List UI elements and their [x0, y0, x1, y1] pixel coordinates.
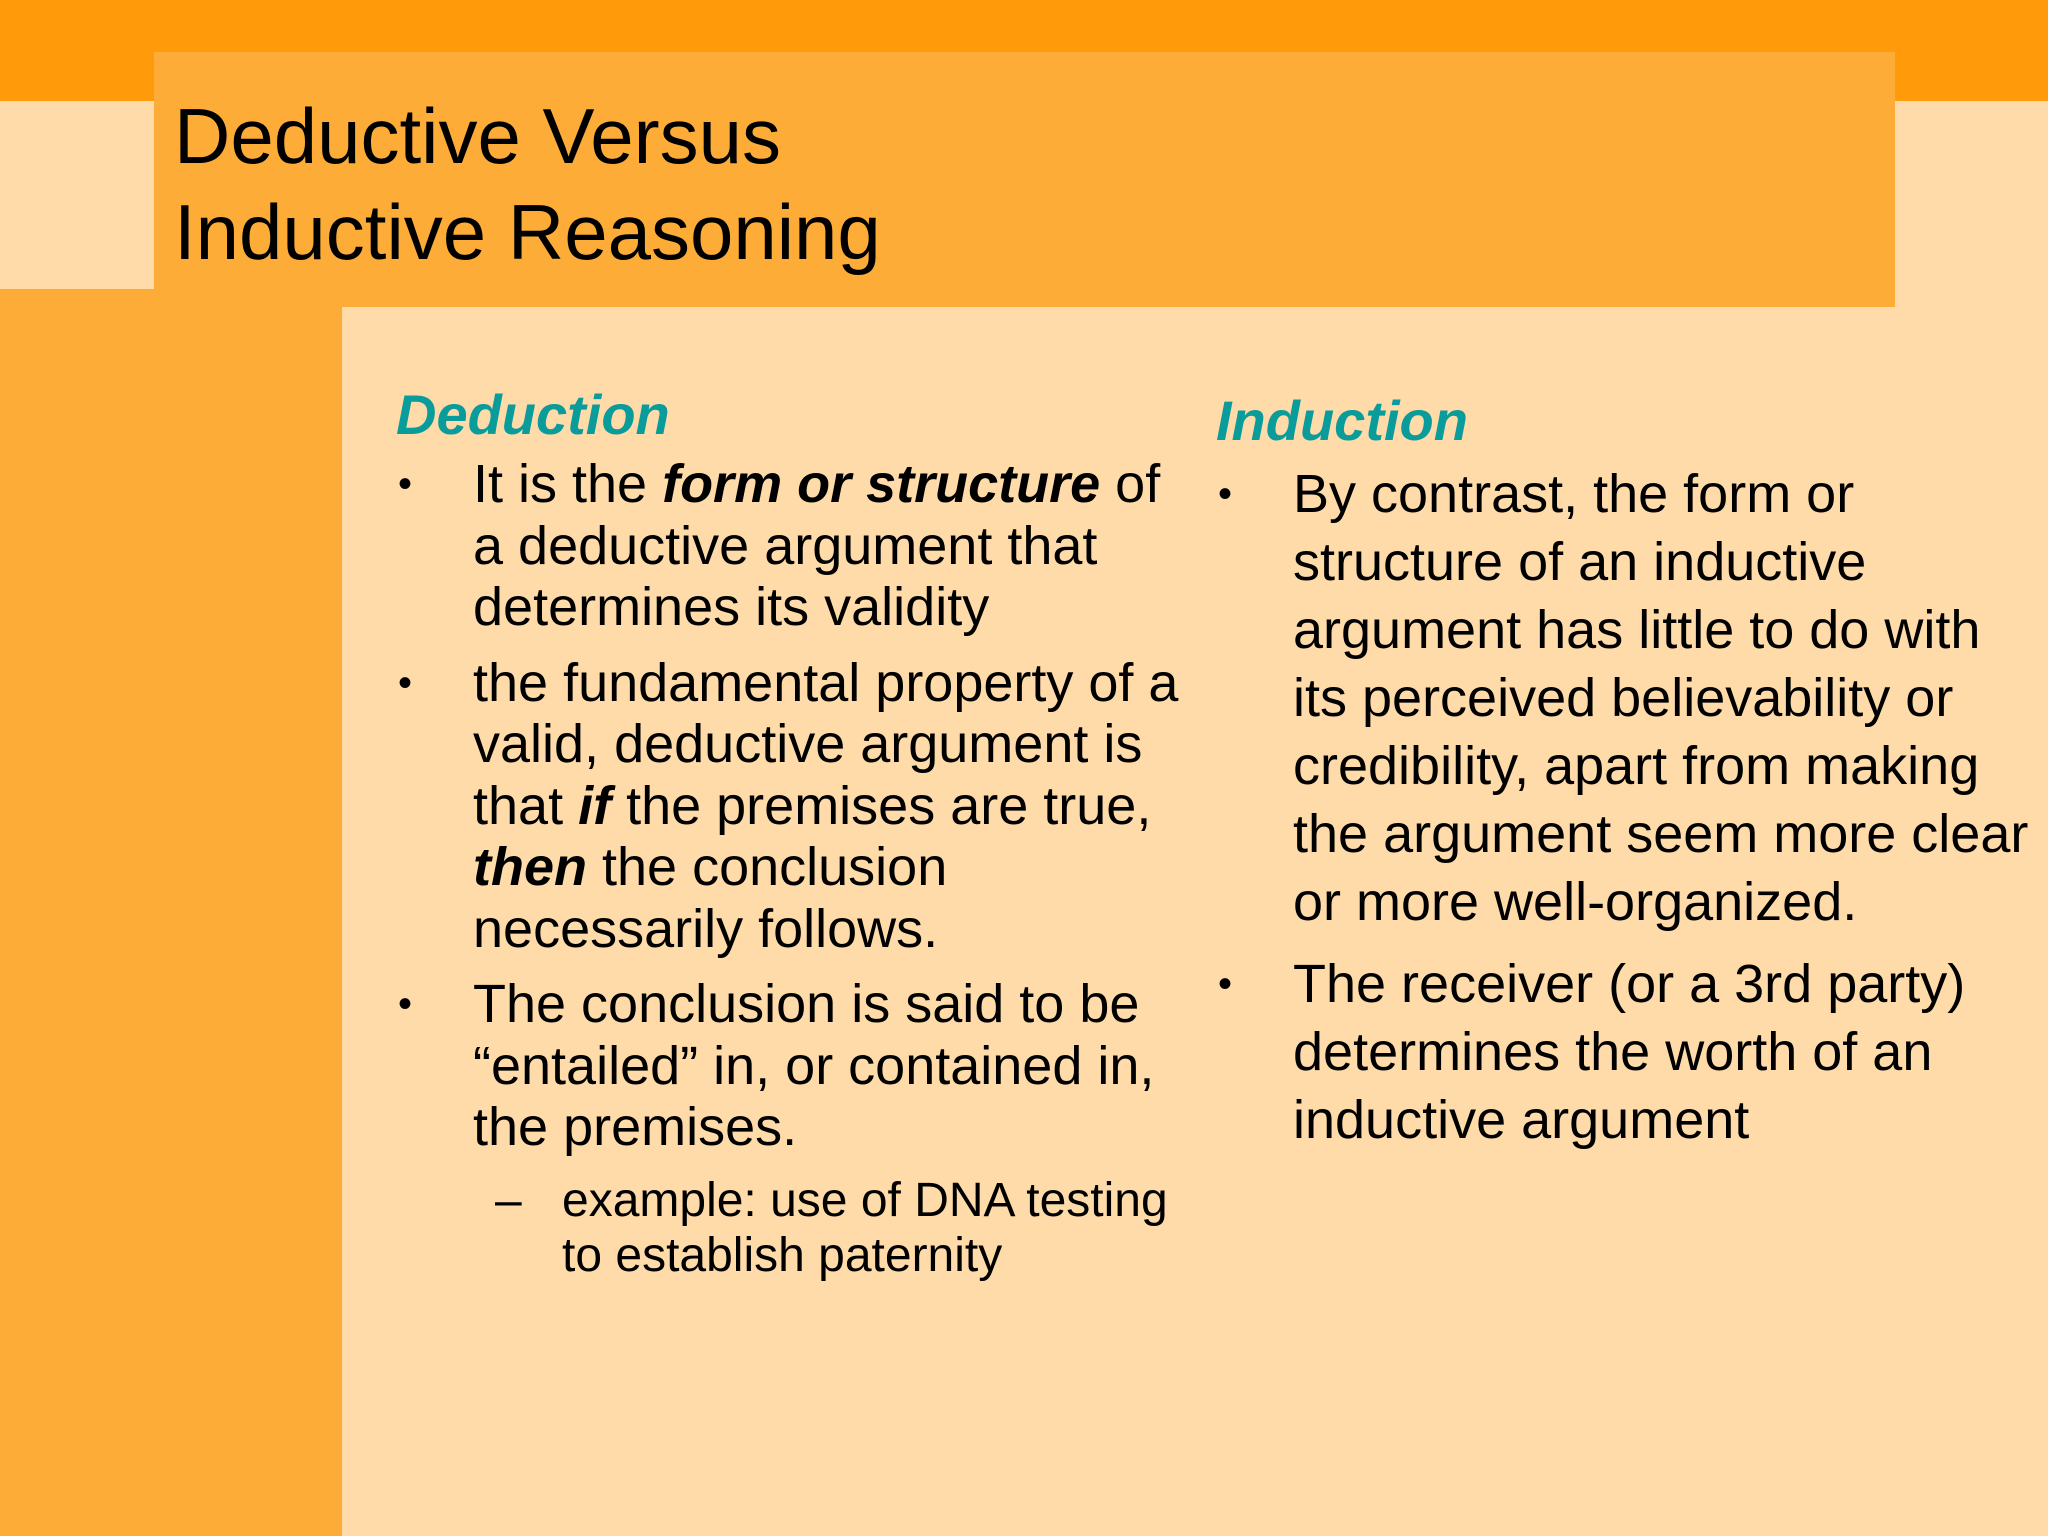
deduction-bullet-1-emphasis: form or structure — [662, 454, 1101, 514]
deduction-sub-bullet-1-text: example: use of DNA testing to establish paternity — [562, 1173, 1168, 1282]
deduction-bullet-2-emphasis-then: then — [473, 837, 587, 897]
deduction-bullet-2 — [396, 653, 1196, 961]
corner-light-block — [0, 101, 154, 289]
deduction-sub-list — [473, 1173, 1196, 1283]
left-accent-band — [0, 289, 342, 1536]
deduction-bullet-2-text-a: the fundamental property of a valid, deductive argument is that — [473, 652, 1179, 836]
dash-icon: – — [495, 1173, 522, 1227]
deduction-bullet-2-text-b: the premises are true, — [611, 775, 1152, 836]
deduction-column — [396, 380, 1196, 1297]
induction-bullet-list — [1216, 460, 2046, 1154]
bullet-icon: • — [398, 982, 413, 1026]
induction-bullet-1-text: By contrast, the form or structure of an inductive argument has little to do with its perceived believability or credibility, apart from making the argument seem more clear or more well-organized. — [1293, 464, 2029, 932]
slide-title — [174, 88, 1674, 280]
deduction-bullet-3-text: The conclusion is said to be “entailed” in, or contained in, the premises. — [473, 974, 1155, 1157]
bullet-icon: • — [398, 462, 413, 506]
deduction-heading: Deduction — [396, 383, 670, 446]
deduction-bullet-list — [396, 454, 1196, 1283]
deduction-bullet-1 — [396, 454, 1196, 639]
deduction-sub-bullet-1 — [473, 1173, 1196, 1283]
bullet-icon: • — [1218, 472, 1233, 516]
slide-title-line-1: Deductive Versus — [174, 92, 781, 180]
deduction-bullet-2-emphasis-if: if — [578, 775, 612, 836]
induction-bullet-2 — [1216, 950, 2046, 1154]
deduction-bullet-3 — [396, 974, 1196, 1283]
induction-heading: Induction — [1216, 389, 1468, 452]
deduction-bullet-1-text-a: It is the — [473, 454, 663, 514]
bullet-icon: • — [398, 660, 413, 705]
induction-bullet-2-text: The receiver (or a 3rd party) determines the worth of an inductive argument — [1293, 954, 1966, 1150]
deduction-bullet-1-text-b: of a deductive argument that determines its validity — [473, 454, 1161, 637]
induction-bullet-1 — [1216, 460, 2046, 936]
bullet-icon: • — [1218, 962, 1233, 1006]
induction-column — [1216, 386, 2046, 1168]
slide-title-line-2: Inductive Reasoning — [174, 188, 881, 276]
deduction-bullet-2-text-c: the conclusion necessarily follows. — [473, 837, 948, 959]
